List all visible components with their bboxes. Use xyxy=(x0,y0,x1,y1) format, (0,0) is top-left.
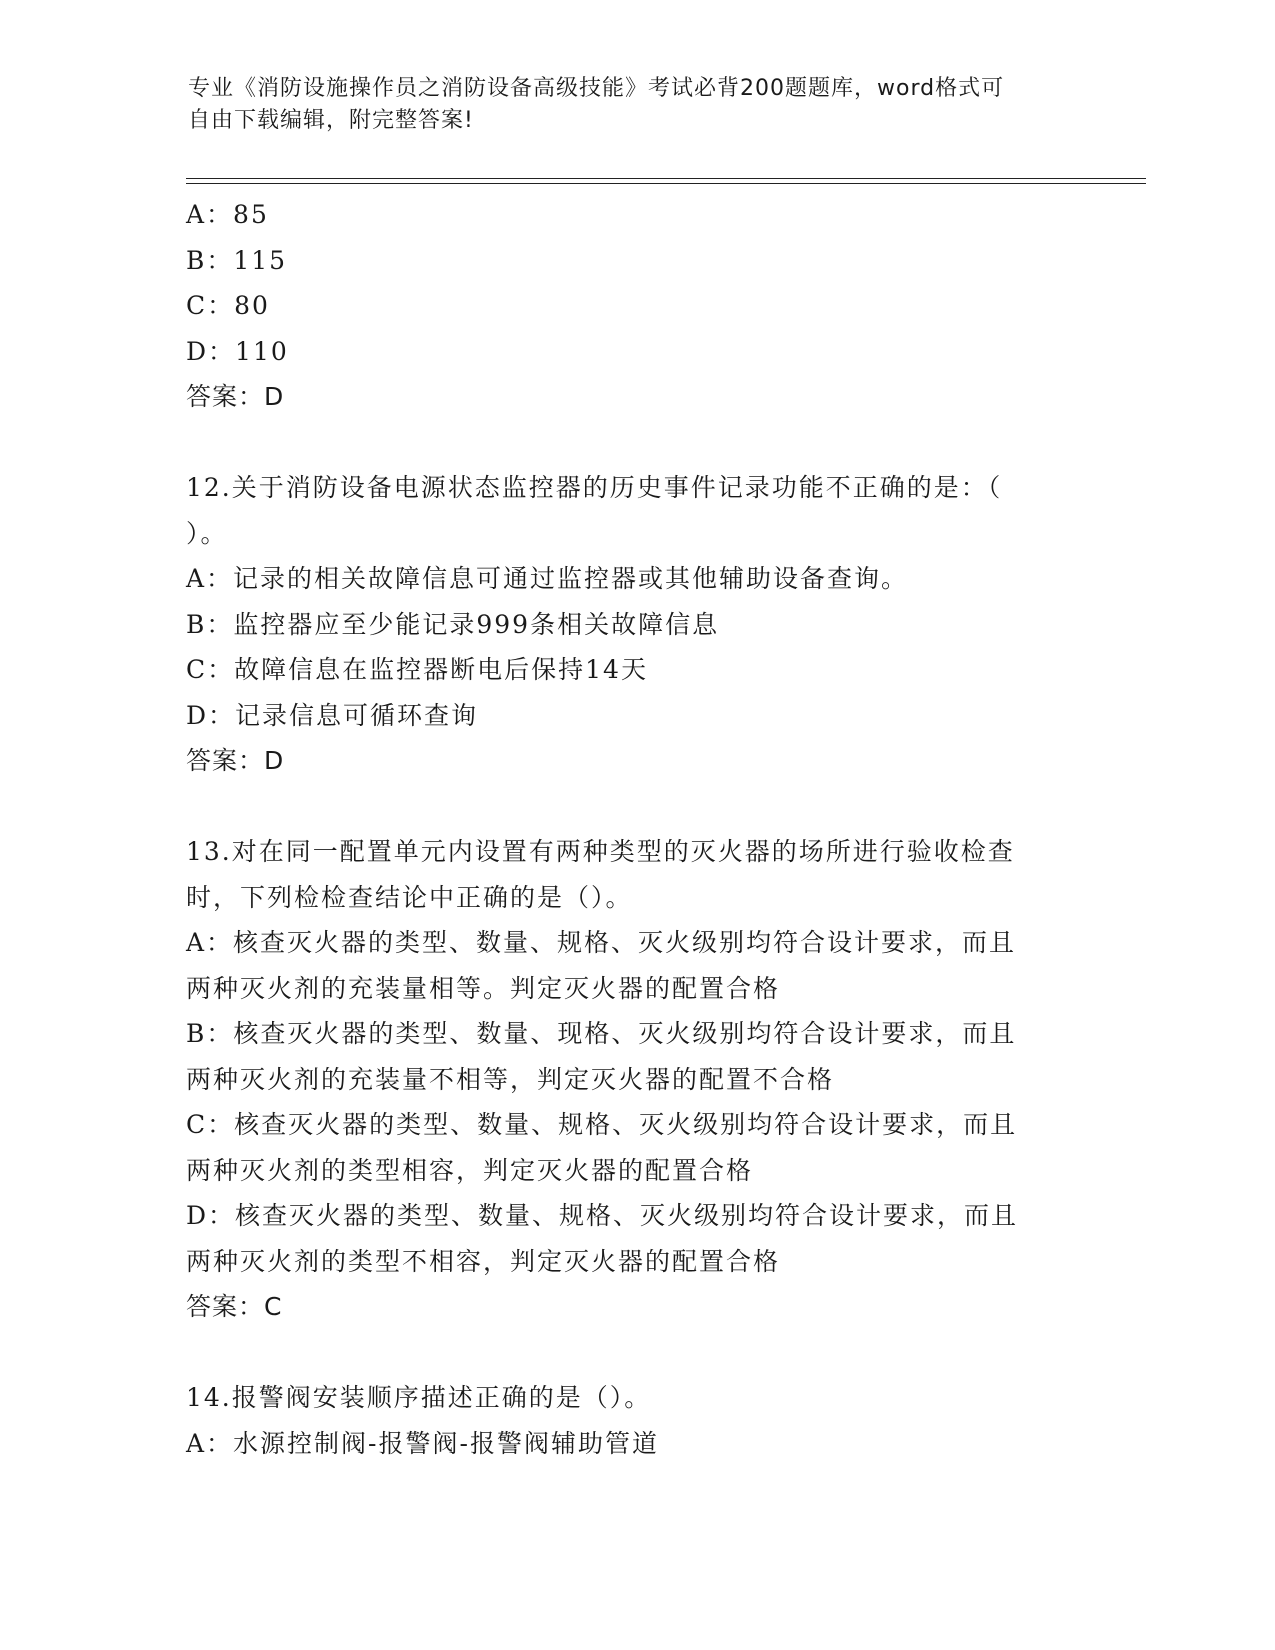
option-b-line-1: B：核查灭火器的类型、数量、现格、灭火级别均符合设计要求，而且 xyxy=(186,1019,1017,1048)
answer: 答案：D xyxy=(186,382,285,411)
question-stem-line-1: 14.报警阀安装顺序描述正确的是（）。 xyxy=(186,1383,652,1412)
option-b: B：115 xyxy=(186,245,288,275)
option-a: A：记录的相关故障信息可通过监控器或其他辅助设备查询。 xyxy=(186,564,909,593)
header-line-2: 自由下载编辑，附完整答案! xyxy=(188,108,474,133)
header-line-1: 专业《消防设施操作员之消防设备高级技能》考试必背200题题库，word格式可 xyxy=(188,76,1005,101)
question-list xyxy=(186,192,1066,1466)
question-11 xyxy=(186,192,1066,420)
header-divider-bottom xyxy=(186,183,1146,184)
question-stem-line-1: 12.关于消防设备电源状态监控器的历史事件记录功能不正确的是：（ xyxy=(186,473,1003,502)
header-divider-top xyxy=(186,178,1146,179)
option-d: D：记录信息可循环查询 xyxy=(186,700,479,730)
option-b-line-2: 两种灭火剂的充装量不相等，判定灭火器的配置不合格 xyxy=(186,1064,835,1094)
question-stem-line-1: 13.对在同一配置单元内设置有两种类型的灭火器的场所进行验收检查 xyxy=(186,837,1015,866)
option-a: A：85 xyxy=(186,200,269,229)
question-stem-line-2: ）。 xyxy=(186,518,228,548)
spacer xyxy=(186,1330,1066,1376)
answer: 答案：C xyxy=(186,1292,283,1321)
option-b: B：监控器应至少能记录999条相关故障信息 xyxy=(186,609,720,639)
option-c-line-2: 两种灭火剂的类型相容，判定灭火器的配置合格 xyxy=(186,1155,754,1185)
option-c: C：80 xyxy=(186,291,270,320)
option-c-line-1: C：核查灭火器的类型、数量、规格、灭火级别均符合设计要求，而且 xyxy=(186,1110,1018,1139)
answer: 答案：D xyxy=(186,746,285,775)
option-a-line-1: A：核查灭火器的类型、数量、规格、灭火级别均符合设计要求，而且 xyxy=(186,928,1017,957)
spacer xyxy=(186,784,1066,830)
option-d: D：110 xyxy=(186,336,289,366)
option-c: C：故障信息在监控器断电后保持14天 xyxy=(186,655,648,684)
question-12 xyxy=(186,465,1066,784)
spacer xyxy=(186,420,1066,466)
question-14 xyxy=(186,1375,1066,1466)
option-a-line-2: 两种灭火剂的充装量相等。判定灭火器的配置合格 xyxy=(186,973,781,1003)
document-header xyxy=(188,73,1068,137)
option-a: A：水源控制阀-报警阀-报警阀辅助管道 xyxy=(186,1428,659,1458)
question-13 xyxy=(186,829,1066,1330)
option-d-line-1: D：核查灭火器的类型、数量、规格、灭火级别均符合设计要求，而且 xyxy=(186,1201,1019,1230)
question-stem-line-2: 时，下列检检查结论中正确的是（）。 xyxy=(186,882,633,912)
option-d-line-2: 两种灭火剂的类型不相容，判定灭火器的配置合格 xyxy=(186,1246,781,1276)
